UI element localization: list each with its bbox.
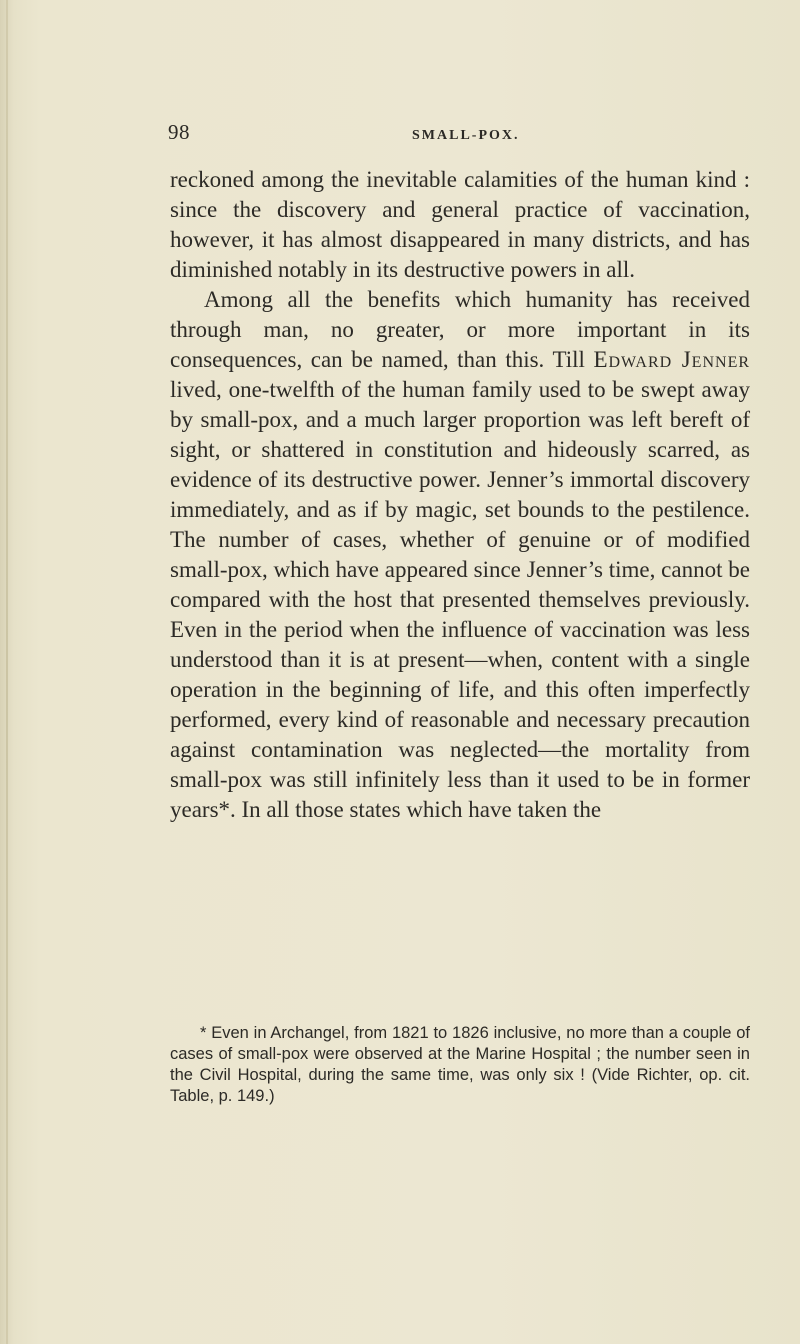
paragraph-1: reckoned among the inevitable calamities of the human kind : since the discovery and general practice of vaccination, however, it has almost disappeared in many districts, and has diminished notably in its destructive powers in all. xyxy=(170,167,750,282)
footnote-text: * Even in Archangel, from 1821 to 1826 inclusive, no more than a couple of cases of small-pox were observed at the Marine Hospital ; the number seen in the Civil Hospital, during the same time, was only six ! (Vide Richter, op. cit. Table, p. 149.) xyxy=(170,1024,750,1105)
paragraph-2-start: Among all the benefits which humanity has received through man, no greater, or more important in its consequences, can be named, than this. Till xyxy=(170,287,750,372)
running-head: SMALL-POX. xyxy=(412,128,520,143)
page-gutter xyxy=(6,0,8,1344)
page-number: 98 xyxy=(168,120,190,144)
footnote xyxy=(170,1023,750,1107)
person-name: Edward Jenner xyxy=(593,347,751,372)
paragraph-2 xyxy=(170,285,750,825)
paragraph-2-rest: lived, one-twelfth of the human family used to be swept away by small-pox, and a much larger proportion was left bereft of sight, or shattered in constitution and hideously scarred, as evidence of its destructive power. Jenner’s immortal discovery immediately, and as if by magic, set bounds to the pestilence. The number of cases, whether of genuine or of modified small-pox, which have appeared since Jenner’s time, cannot be compared with the host that presented themselves previously. Even in the period when the influence of vaccination was less understood than it is at present—when, content with a single operation in the beginning of life, and this often imperfectly performed, every kind of reasonable and necessary precaution against contamination was neglected—the mortality from small-pox was still infinitely less than it used to be in former years*. In all those states which have taken the xyxy=(170,377,750,822)
page-header xyxy=(168,120,748,160)
body-text xyxy=(170,165,750,825)
